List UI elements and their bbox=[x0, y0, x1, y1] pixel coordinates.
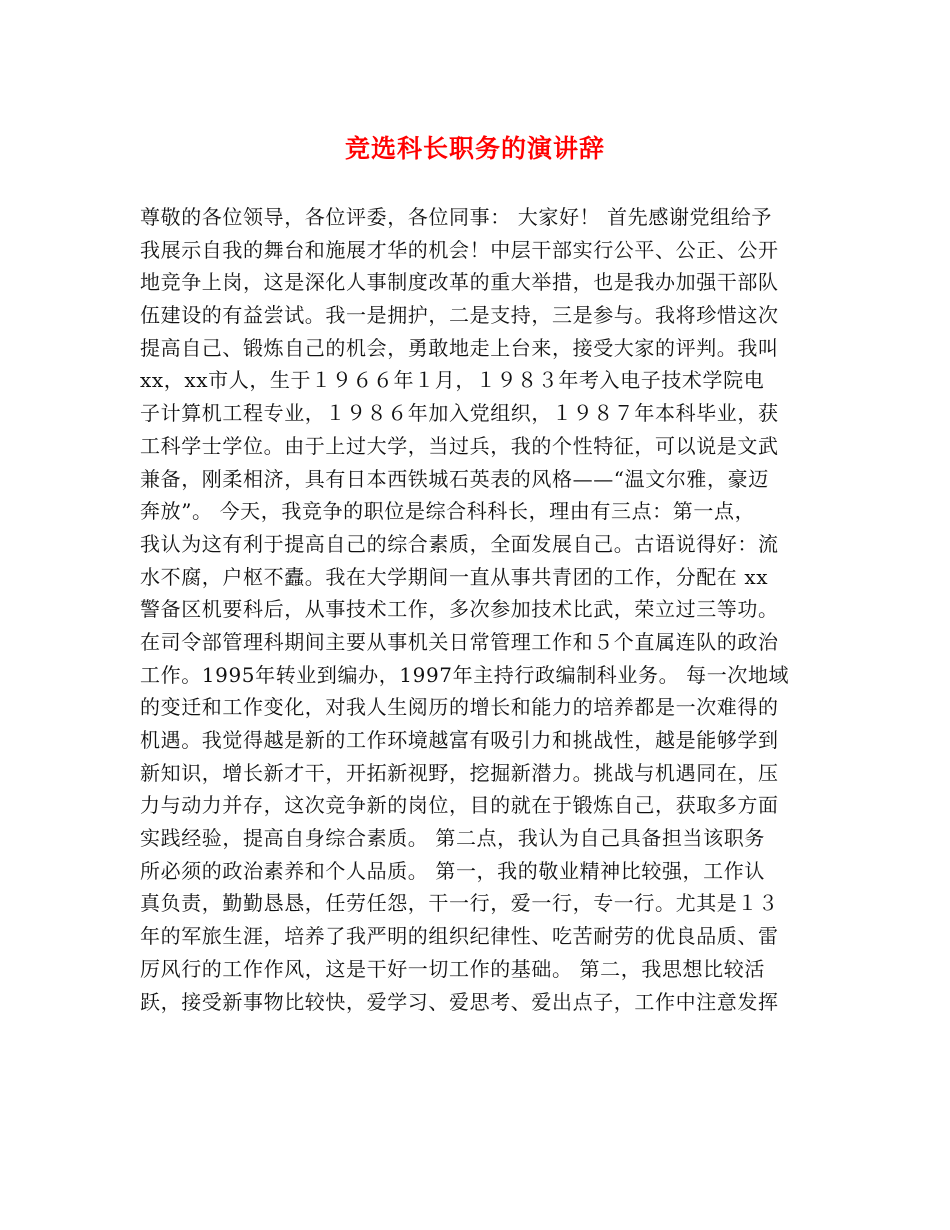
text-line: 工科学士学位。由于上过大学，当过兵，我的个性特征，可以说是文武 bbox=[140, 433, 779, 458]
text-line: 水不腐，户枢不蠹。我在大学期间一直从事共青团的工作，分配在 xx bbox=[140, 564, 769, 589]
text-line: 兼备，刚柔相济，具有日本西铁城石英表的风格——“温文尔雅，豪迈 bbox=[140, 466, 769, 491]
text-line: 在司令部管理科期间主要从事机关日常管理工作和５个直属连队的政治 bbox=[140, 629, 779, 654]
text-line: xx，xx市人，生于１９６６年１月，１９８３年考入电子技术学院电 bbox=[140, 368, 765, 393]
text-line: 尊敬的各位领导，各位评委，各位同事： 大家好！ 首先感谢党组给予 bbox=[140, 205, 772, 229]
text-line: 伍建设的有益尝试。我一是拥护，二是支持，三是参与。我将珍惜这次 bbox=[140, 303, 779, 328]
text-line: 子计算机工程专业，１９８６年加入党组织，１９８７年本科毕业，获 bbox=[140, 401, 779, 426]
text-line: 年的军旅生涯，培养了我严明的组织纪律性、吃苦耐劳的优良品质、雷 bbox=[140, 924, 779, 949]
text-line: 提高自己、锻炼自己的机会，勇敢地走上台来，接受大家的评判。我叫 bbox=[140, 335, 779, 360]
text-line: 实践经验，提高自身综合素质。 第二点，我认为自己具备担当该职务 bbox=[140, 826, 765, 851]
text-line: 我认为这有利于提高自己的综合素质，全面发展自己。古语说得好：流 bbox=[140, 531, 779, 556]
text-line: 力与动力并存，这次竞争新的岗位，目的就在于锻炼自己，获取多方面 bbox=[140, 793, 779, 818]
text-line: 奔放”。 今天，我竞争的职位是综合科科长，理由有三点：第一点， bbox=[140, 499, 756, 524]
document-body bbox=[140, 201, 820, 1018]
text-line: 跃，接受新事物比较快，爱学习、爱思考、爱出点子，工作中注意发挥 bbox=[140, 989, 779, 1014]
text-line: 我展示自我的舞台和施展才华的机会！中层干部实行公平、公正、公开 bbox=[140, 237, 779, 262]
text-line: 新知识，增长新才干，开拓新视野，挖掘新潜力。挑战与机遇同在，压 bbox=[140, 760, 779, 785]
document-title: 竞选科长职务的演讲辞 bbox=[344, 134, 605, 163]
text-line: 地竞争上岗，这是深化人事制度改革的重大举措，也是我办加强干部队 bbox=[140, 270, 779, 295]
text-line: 警备区机要科后，从事技术工作，多次参加技术比武，荣立过三等功。 bbox=[140, 597, 779, 622]
text-line: 所必须的政治素养和个人品质。 第一，我的敬业精神比较强，工作认 bbox=[140, 858, 765, 883]
text-line: 机遇。我觉得越是新的工作环境越富有吸引力和挑战性，越是能够学到 bbox=[140, 728, 779, 752]
text-line: 工作。1995年转业到编办，1997年主持行政编制科业务。 每一次地域 bbox=[140, 662, 790, 687]
text-line: 厉风行的工作作风，这是干好一切工作的基础。 第二，我思想比较活 bbox=[140, 956, 765, 981]
text-line: 真负责，勤勤恳恳，任劳任怨，干一行，爱一行，专一行。尤其是１３ bbox=[140, 891, 779, 916]
text-line: 的变迁和工作变化，对我人生阅历的增长和能力的培养都是一次难得的 bbox=[140, 695, 779, 720]
